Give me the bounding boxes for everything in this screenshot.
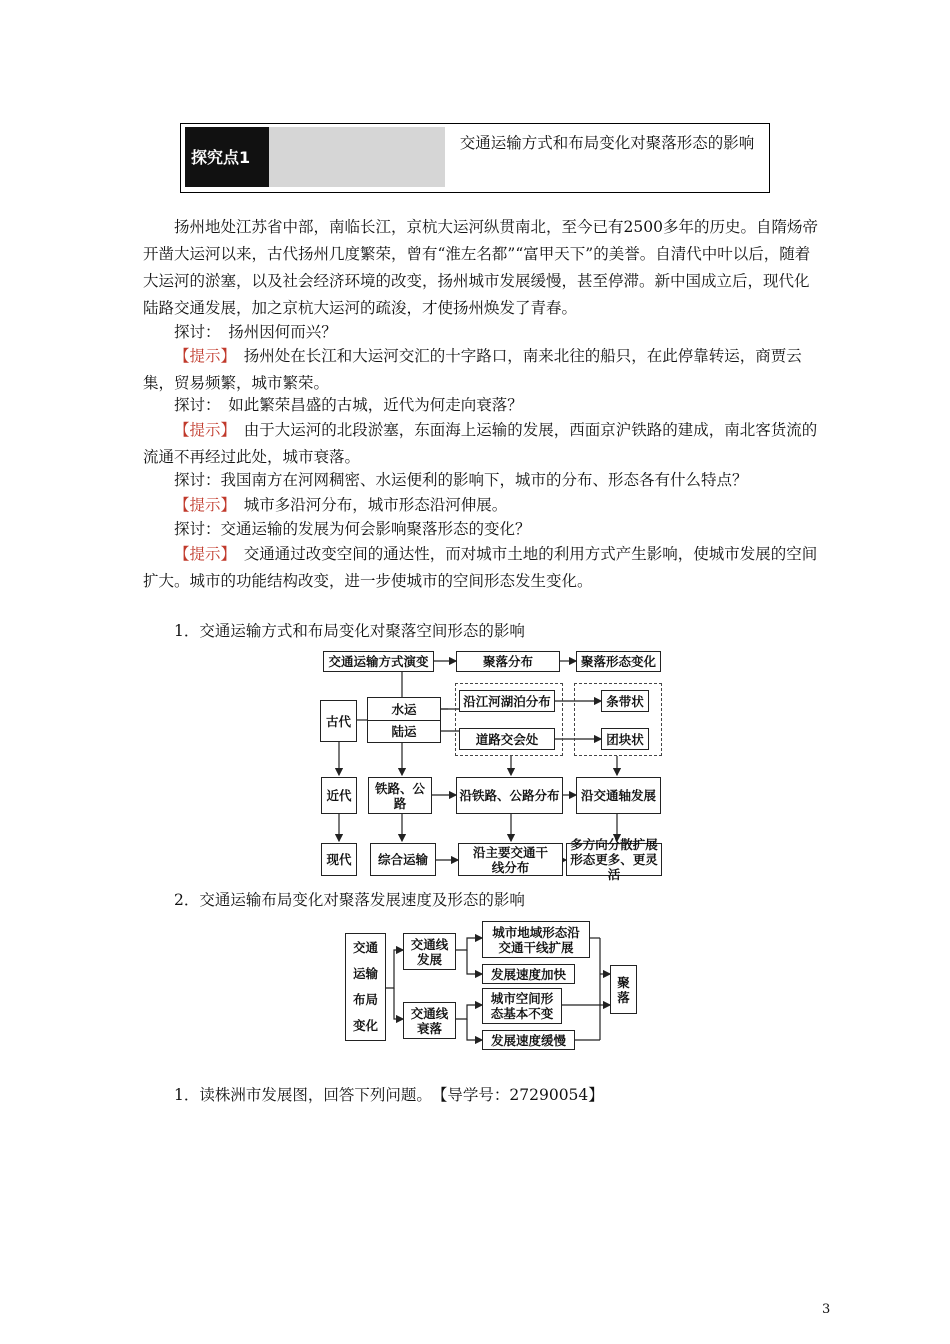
era-contemporary: 现代 <box>321 843 357 876</box>
dist-river: 沿江河湖泊分布 <box>459 690 555 712</box>
answer-3-text: 城市多沿河分布，城市形态沿河伸展。 <box>243 496 508 514</box>
era-ancient: 古代 <box>320 700 357 742</box>
shape-block: 团块状 <box>601 728 649 750</box>
transport-develop: 交通线发展 <box>403 933 456 970</box>
header-shape-change: 聚落形态变化 <box>576 651 661 672</box>
shape-strip: 条带状 <box>601 690 649 712</box>
answer-1-text: 扬州处在长江和大运河交汇的十字路口，南来北往的船只，在此停靠转运，商贾云集，贸易频繁，城市繁荣。 <box>143 347 802 392</box>
mode-rail-road: 铁路、公路 <box>368 777 432 814</box>
dist-trunk: 沿主要交通干线分布 <box>458 843 563 876</box>
section2-heading: 2．交通运输布局变化对聚落发展速度及形态的影响 <box>174 891 525 909</box>
hint-label: 【提示】 <box>174 421 229 439</box>
shape-multi: 多方向分散扩展形态更多、更灵活 <box>566 843 662 876</box>
page-number: 3 <box>822 1302 831 1317</box>
result-unchanged: 城市空间形态基本不变 <box>482 988 562 1024</box>
intro-paragraph: 扬州地处江苏省中部，南临长江，京杭大运河纵贯南北，至今已有2500多年的历史。自隋炀帝开凿大运河以来，古代扬州几度繁荣，曾有“淮左名都”“富甲天下”的美誉。自清代中叶以后，随着大运河的淤塞，以及社会经济环境的改变，扬州城市发展缓慢，甚至停滞。新中国成立后，现代化陆路交通发展，加之京杭大运河的疏浚，才使扬州焕发了青春。 <box>143 218 818 317</box>
exercise-text: 1．读株洲市发展图，回答下列问题。 <box>174 1086 425 1104</box>
mode-water: 水运 <box>367 697 441 721</box>
result-expand-along-trunk: 城市地域形态沿交通干线扩展 <box>482 921 590 958</box>
exercise-line <box>143 1082 823 1109</box>
mode-land: 陆运 <box>367 720 441 743</box>
result-slower: 发展速度缓慢 <box>482 1030 575 1050</box>
root-transport-layout: 交通运输布局变化 <box>345 933 386 1041</box>
header-evolution: 交通运输方式演变 <box>323 651 434 672</box>
question-3: 探讨：我国南方在河网稠密、水运便利的影响下，城市的分布、形态各有什么特点？ <box>174 471 748 489</box>
result-faster: 发展速度加快 <box>482 964 575 984</box>
question-2: 探讨： 如此繁荣昌盛的古城，近代为何走向衰落？ <box>174 396 523 414</box>
era-modern-early: 近代 <box>321 777 357 814</box>
banner-title: 交通运输方式和布局变化对聚落形态的影响 <box>459 134 755 152</box>
answer-2-text: 由于大运河的北段淤塞，东面海上运输的发展，西面京沪铁路的建成，南北客货流的流通不再经过此处，城市衰落。 <box>143 421 818 466</box>
hint-label: 【提示】 <box>174 496 229 514</box>
guide-number: 【导学号：27290054】 <box>439 1086 604 1104</box>
question-4: 探讨：交通运输的发展为何会影响聚落形态的变化？ <box>174 520 531 538</box>
banner-label: 探究点1 <box>191 148 251 167</box>
mode-integrated: 综合运输 <box>370 843 436 876</box>
hint-label: 【提示】 <box>174 545 229 563</box>
header-distribution: 聚落分布 <box>456 651 560 672</box>
section1-heading: 1．交通运输方式和布局变化对聚落空间形态的影响 <box>174 622 525 640</box>
settlement-box: 聚落 <box>610 965 637 1014</box>
question-1: 探讨： 扬州因何而兴？ <box>174 323 337 341</box>
dist-rail: 沿铁路、公路分布 <box>456 777 563 814</box>
transport-decline: 交通线衰落 <box>403 1002 456 1039</box>
shape-axis: 沿交通轴发展 <box>576 777 661 814</box>
answer-4-text: 交通通过改变空间的通达性，而对城市土地的利用方式产生影响，使城市发展的空间扩大。城市的功能结构改变，进一步使城市的空间形态发生变化。 <box>143 545 818 590</box>
hint-label: 【提示】 <box>174 347 229 365</box>
dist-road-junction: 道路交会处 <box>459 728 555 750</box>
